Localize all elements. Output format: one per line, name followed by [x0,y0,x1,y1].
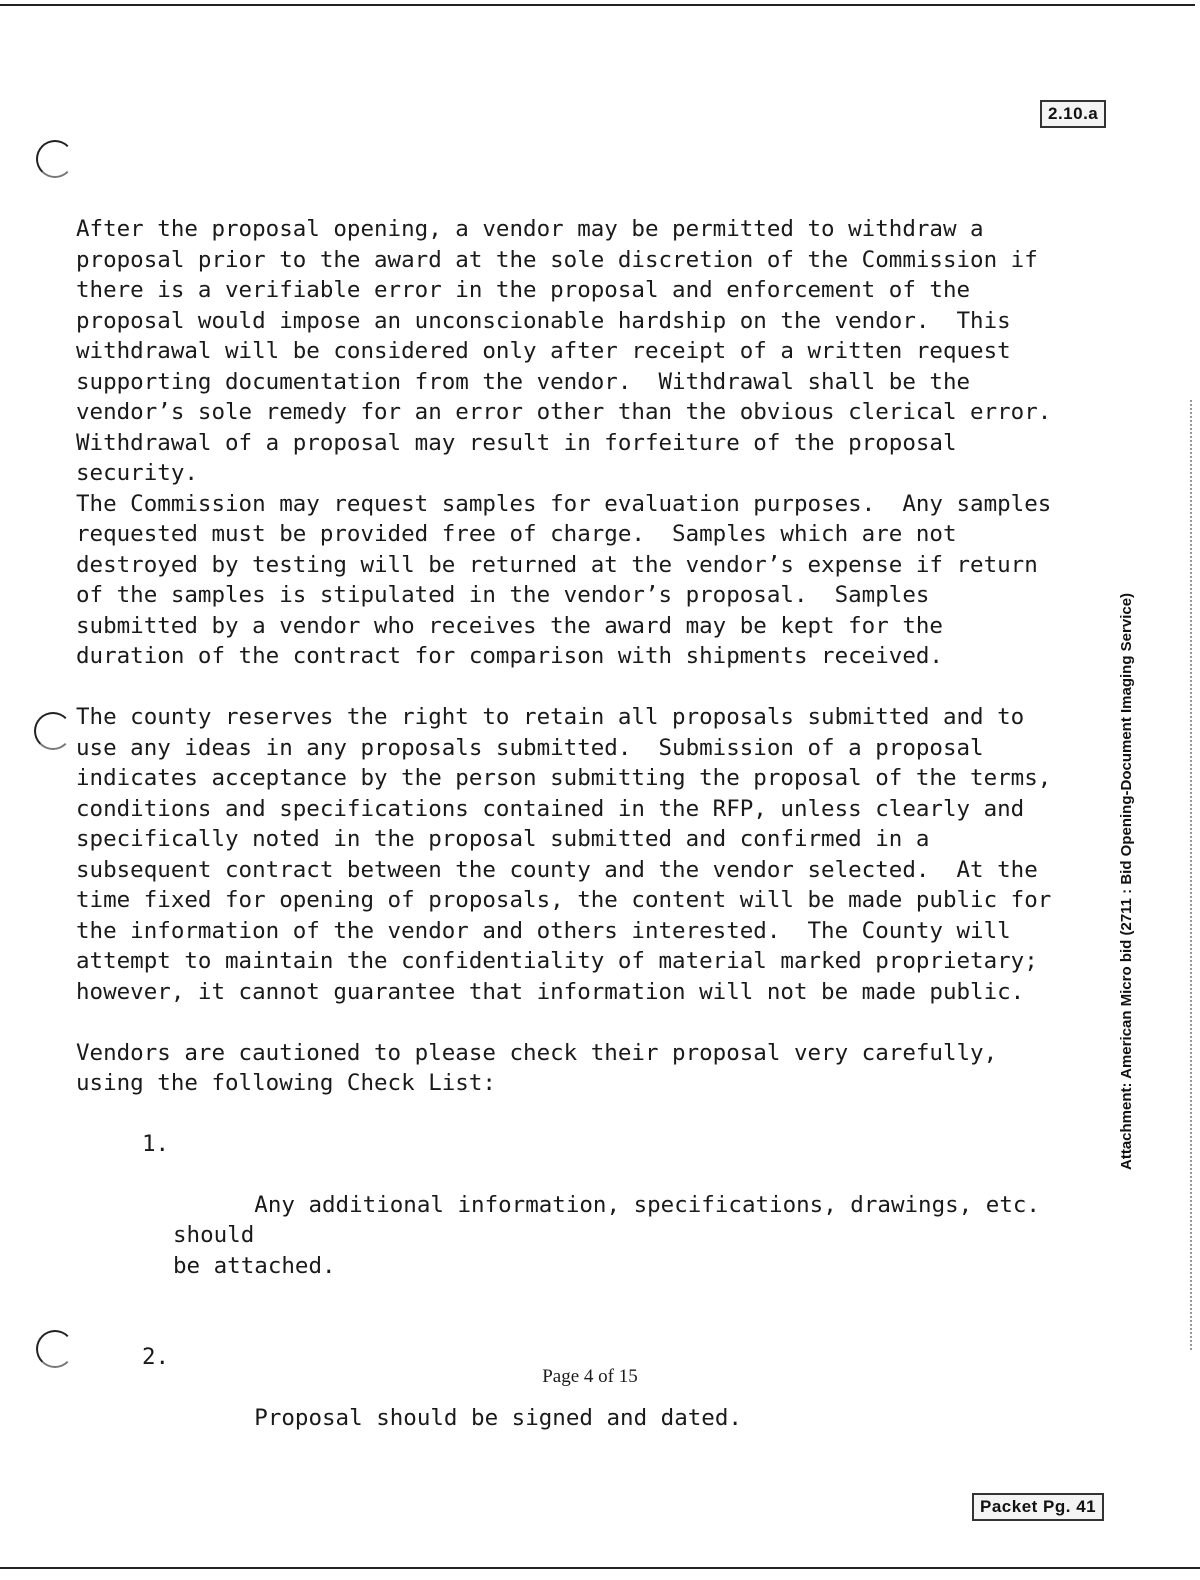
paragraph-samples: The Commission may request samples for evaluation purposes. Any samples requested must be provided free of charge. Samples which are not destroyed by testing will be returned at the vendor’s expense if return of the samples is stipulated in the vendor’s proposal. Samples submitted by a vendor who receives the award may be kept for the duration of the contract for comparison with shipments received. [76,490,1052,669]
paragraph-checklist-intro: Vendors are cautioned to please check their proposal very carefully, using the following Check List: [76,1039,998,1096]
list-item-number: 2. [142,1343,170,1370]
punch-hole-icon [36,140,74,178]
bottom-border-line [0,1567,1200,1569]
punch-hole-icon [34,712,72,750]
list-item-number: 1. [142,1130,170,1157]
section-tag: 2.10.a [1040,100,1106,128]
attachment-side-label: Attachment: American Micro bid (2711 : Bid Opening-Document Imaging Service) [1118,592,1135,1170]
list-item-text: Any additional information, specifications, drawings, etc. should be attached. [173,1191,1040,1279]
top-border-line [0,4,1195,6]
document-body [76,214,1106,1494]
list-item [76,1342,1106,1464]
packet-page-tag: Packet Pg. 41 [972,1493,1104,1521]
paragraph-withdrawal: After the proposal opening, a vendor may be permitted to withdraw a proposal prior to the award at the sole discretion of the Commission if there is a verifiable error in the proposal and enforcement of the proposal would impose an unconscionable hardship on the vendor. This withdrawal will be considered only after receipt of a written request supporting documentation from the vendor. Withdrawal shall be the vendor’s sole remedy for an error other than the obvious clerical error. Withdrawal of a proposal may result in forfeiture of the proposal security. [76,216,1052,486]
list-item-text: Proposal should be signed and dated. [254,1404,742,1431]
punch-hole-icon [36,1330,74,1368]
page-number: Page 4 of 15 [542,1366,638,1387]
right-scan-edge [1190,400,1192,1350]
list-item [76,1129,1106,1312]
paragraph-proposal-rights: The county reserves the right to retain all proposals submitted and to use any ideas in any proposals submitted. Submission of a proposal indicates acceptance by the person submitting the proposal of the terms, conditions and specifications contained in the RFP, unless clearly and specifically noted in the proposal submitted and confirmed in a subsequent contract between the county and the vendor selected. At the time fixed for opening of proposals, the content will be made public for the information of the vendor and others interested. The County will attempt to maintain the confidentiality of material marked proprietary; however, it cannot guarantee that information will not be made public. [76,704,1052,1005]
check-list [76,1129,1106,1464]
